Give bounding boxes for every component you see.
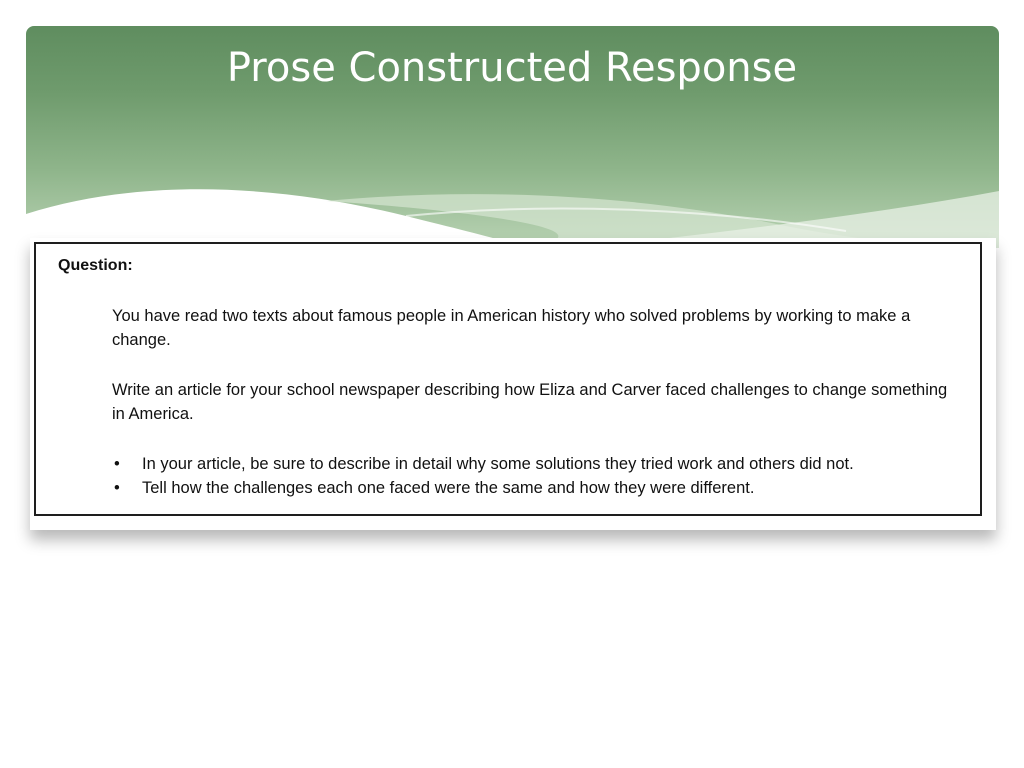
question-bullet-list: [112, 452, 954, 500]
question-card: [34, 242, 982, 516]
bullet-item: [112, 476, 954, 500]
bullet-icon: •: [114, 479, 120, 497]
bullet-text: Tell how the challenges each one faced were the same and how they were different.: [142, 479, 755, 497]
question-paragraph-2: Write an article for your school newspaper describing how Eliza and Carver faced challenges to change something in America.: [112, 381, 948, 423]
bullet-text: In your article, be sure to describe in detail why some solutions they tried work and others did not.: [142, 455, 854, 473]
question-paragraph-1: You have read two texts about famous people in American history who solved problems by working to make a change.: [112, 307, 911, 349]
slide-title: Prose Constructed Response: [226, 45, 798, 91]
question-label: Question:: [58, 257, 133, 274]
bullet-item: [112, 452, 954, 476]
bullet-icon: •: [114, 455, 120, 473]
